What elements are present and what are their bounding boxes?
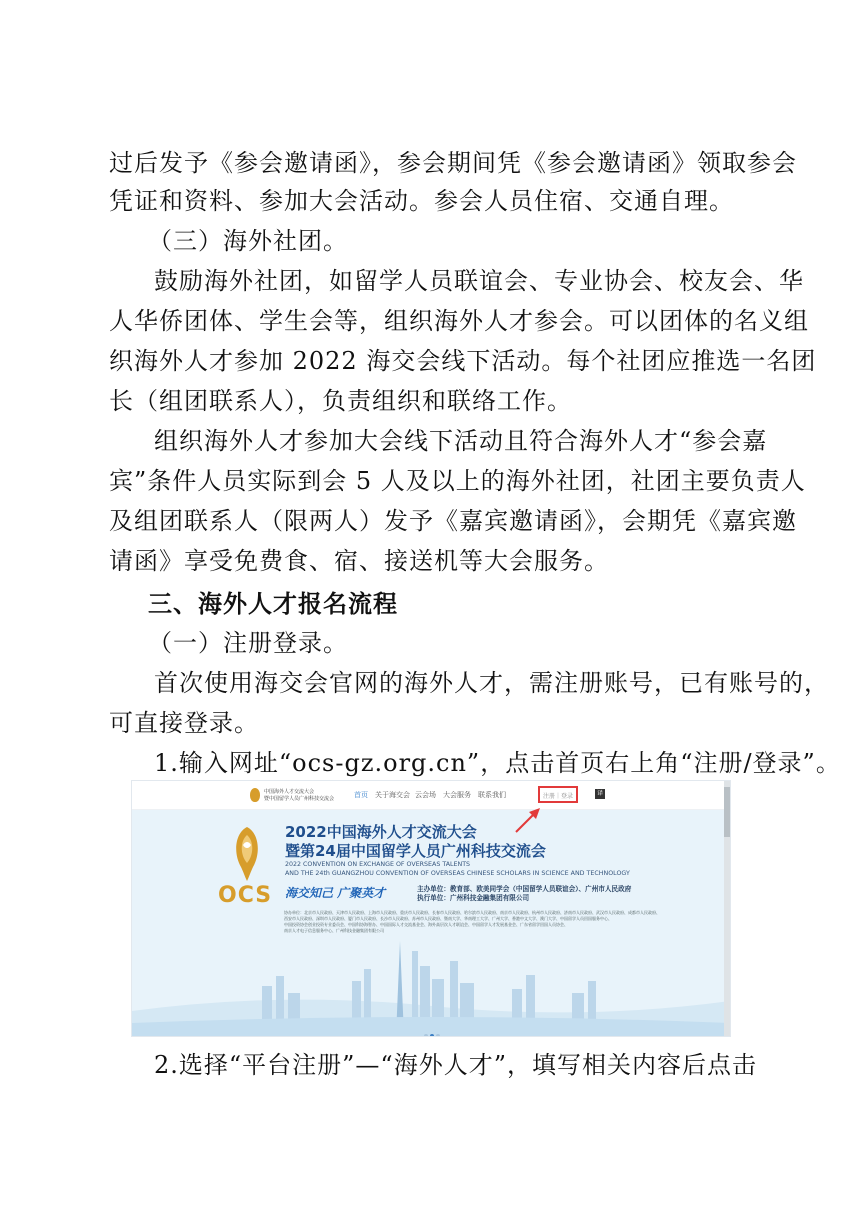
carousel-indicators[interactable] bbox=[423, 1023, 441, 1037]
ocs-logo-text: OCS bbox=[218, 883, 273, 908]
paragraph-line: 过后发予《参会邀请函》，参会期间凭《参会邀请函》领取参会 bbox=[109, 149, 797, 177]
paragraph-line: 宾”条件人员实际到会 5 人及以上的海外社团，社团主要负责人 bbox=[109, 467, 806, 495]
executing-organizer: 执行单位：广州科技金融集团有限公司 bbox=[417, 894, 530, 902]
paragraph-line: 组织海外人才参加大会线下活动且符合海外人才“参会嘉 bbox=[154, 427, 768, 455]
paragraph-line: 织海外人才参加 2022 海交会线下活动。每个社团应推选一名团 bbox=[109, 347, 817, 375]
subheading-register-login: （一）注册登录。 bbox=[148, 629, 348, 657]
register-login-button[interactable]: 注册｜登录 bbox=[538, 786, 578, 803]
paragraph-line: 可直接登录。 bbox=[109, 709, 259, 737]
section-heading: 三、海外人才报名流程 bbox=[148, 590, 398, 618]
logo-icon bbox=[250, 788, 260, 802]
co-organizers-line: 西安市人民政府、深圳市人民政府、厦门市人民政府、长沙市人民政府、苏州市人民政府、暨南大学、华南理工大学、广州大学、香港中文大学、澳门大学、中国留学人员回国服务中心、 bbox=[284, 916, 612, 921]
co-organizers-line: 南京人才电子信息服务中心、广州科技金融集团有限公司 bbox=[284, 928, 384, 933]
scrollbar[interactable] bbox=[724, 781, 730, 1036]
carousel-dot[interactable] bbox=[424, 1034, 428, 1037]
nav-cloud-venue[interactable]: 云会场 bbox=[415, 791, 436, 799]
ocs-emblem-icon bbox=[229, 823, 265, 883]
carousel-dot[interactable] bbox=[436, 1034, 440, 1037]
paragraph-line: 鼓励海外社团，如留学人员联谊会、专业协会、校友会、华 bbox=[154, 267, 804, 295]
step-1-text: 1.输入网址“ocs-gz.org.cn”，点击首页右上角“注册/登录”。 bbox=[154, 749, 841, 777]
city-skyline-illustration bbox=[132, 931, 730, 1036]
translate-icon[interactable]: 译 bbox=[596, 790, 603, 797]
banner-english-subtitle: AND THE 24th GUANGZHOU CONVENTION OF OVERSEAS CHINESE SCHOLARS IN SCIENCE AND TECHNOLOGY bbox=[285, 870, 630, 877]
logo-text: 中国海外人才交流大会 bbox=[264, 789, 315, 795]
paragraph-line: 请函》享受免费食、宿、接送机等大会服务。 bbox=[109, 547, 609, 575]
paragraph-line: 首次使用海交会官网的海外人才，需注册账号，已有账号的， bbox=[154, 669, 829, 697]
nav-about[interactable]: 关于海交会 bbox=[375, 791, 410, 799]
banner-title: 2022中国海外人才交流大会 bbox=[285, 823, 477, 841]
scrollbar-thumb[interactable] bbox=[724, 787, 730, 837]
paragraph-line: 及组团联系人（限两人）发予《嘉宾邀请函》，会期凭《嘉宾邀 bbox=[109, 507, 797, 535]
website-navbar bbox=[132, 781, 730, 810]
nav-home[interactable]: 首页 bbox=[354, 791, 368, 799]
paragraph-line: 人华侨团体、学生会等，组织海外人才参会。可以团体的名义组 bbox=[109, 307, 809, 335]
logo-text: 暨中国留学人员广州科技交流会 bbox=[264, 796, 335, 802]
nav-services[interactable]: 大会服务 bbox=[443, 791, 471, 799]
subheading-overseas-associations: （三）海外社团。 bbox=[148, 227, 348, 255]
website-screenshot bbox=[131, 780, 731, 1037]
host-organizers: 主办单位：教育部、欧美同学会（中国留学人员联谊会）、广州市人民政府 bbox=[417, 885, 632, 893]
paragraph-line: 凭证和资料、参加大会活动。参会人员住宿、交通自理。 bbox=[109, 187, 734, 215]
nav-contact[interactable]: 联系我们 bbox=[478, 791, 506, 799]
step-2-text: 2.选择“平台注册”—“海外人才”，填写相关内容后点击 bbox=[154, 1051, 757, 1079]
banner-english-title: 2022 CONVENTION ON EXCHANGE OF OVERSEAS TALENTS bbox=[285, 861, 471, 868]
co-organizers-line: 协办单位：北京市人民政府、天津市人民政府、上海市人民政府、重庆市人民政府、长春市人民政府、哈尔滨市人民政府、南京市人民政府、杭州市人民政府、济南市人民政府、武汉市人民政府、成都市人民政府、 bbox=[284, 910, 660, 915]
paragraph-line: 长（组团联系人），负责组织和联络工作。 bbox=[109, 387, 572, 415]
carousel-dot[interactable] bbox=[430, 1034, 434, 1037]
banner-slogan: 海交知己 广聚英才 bbox=[285, 886, 386, 900]
co-organizers-line: 中国投资协会创业投资专业委员会、中国科协海智办、中国国际人才交流基金会、海外高层次人才联谊会、中国留学人才发展基金会、广东省留学回国人员协会、 bbox=[284, 922, 568, 927]
banner-subtitle: 暨第24届中国留学人员广州科技交流会 bbox=[285, 842, 546, 860]
